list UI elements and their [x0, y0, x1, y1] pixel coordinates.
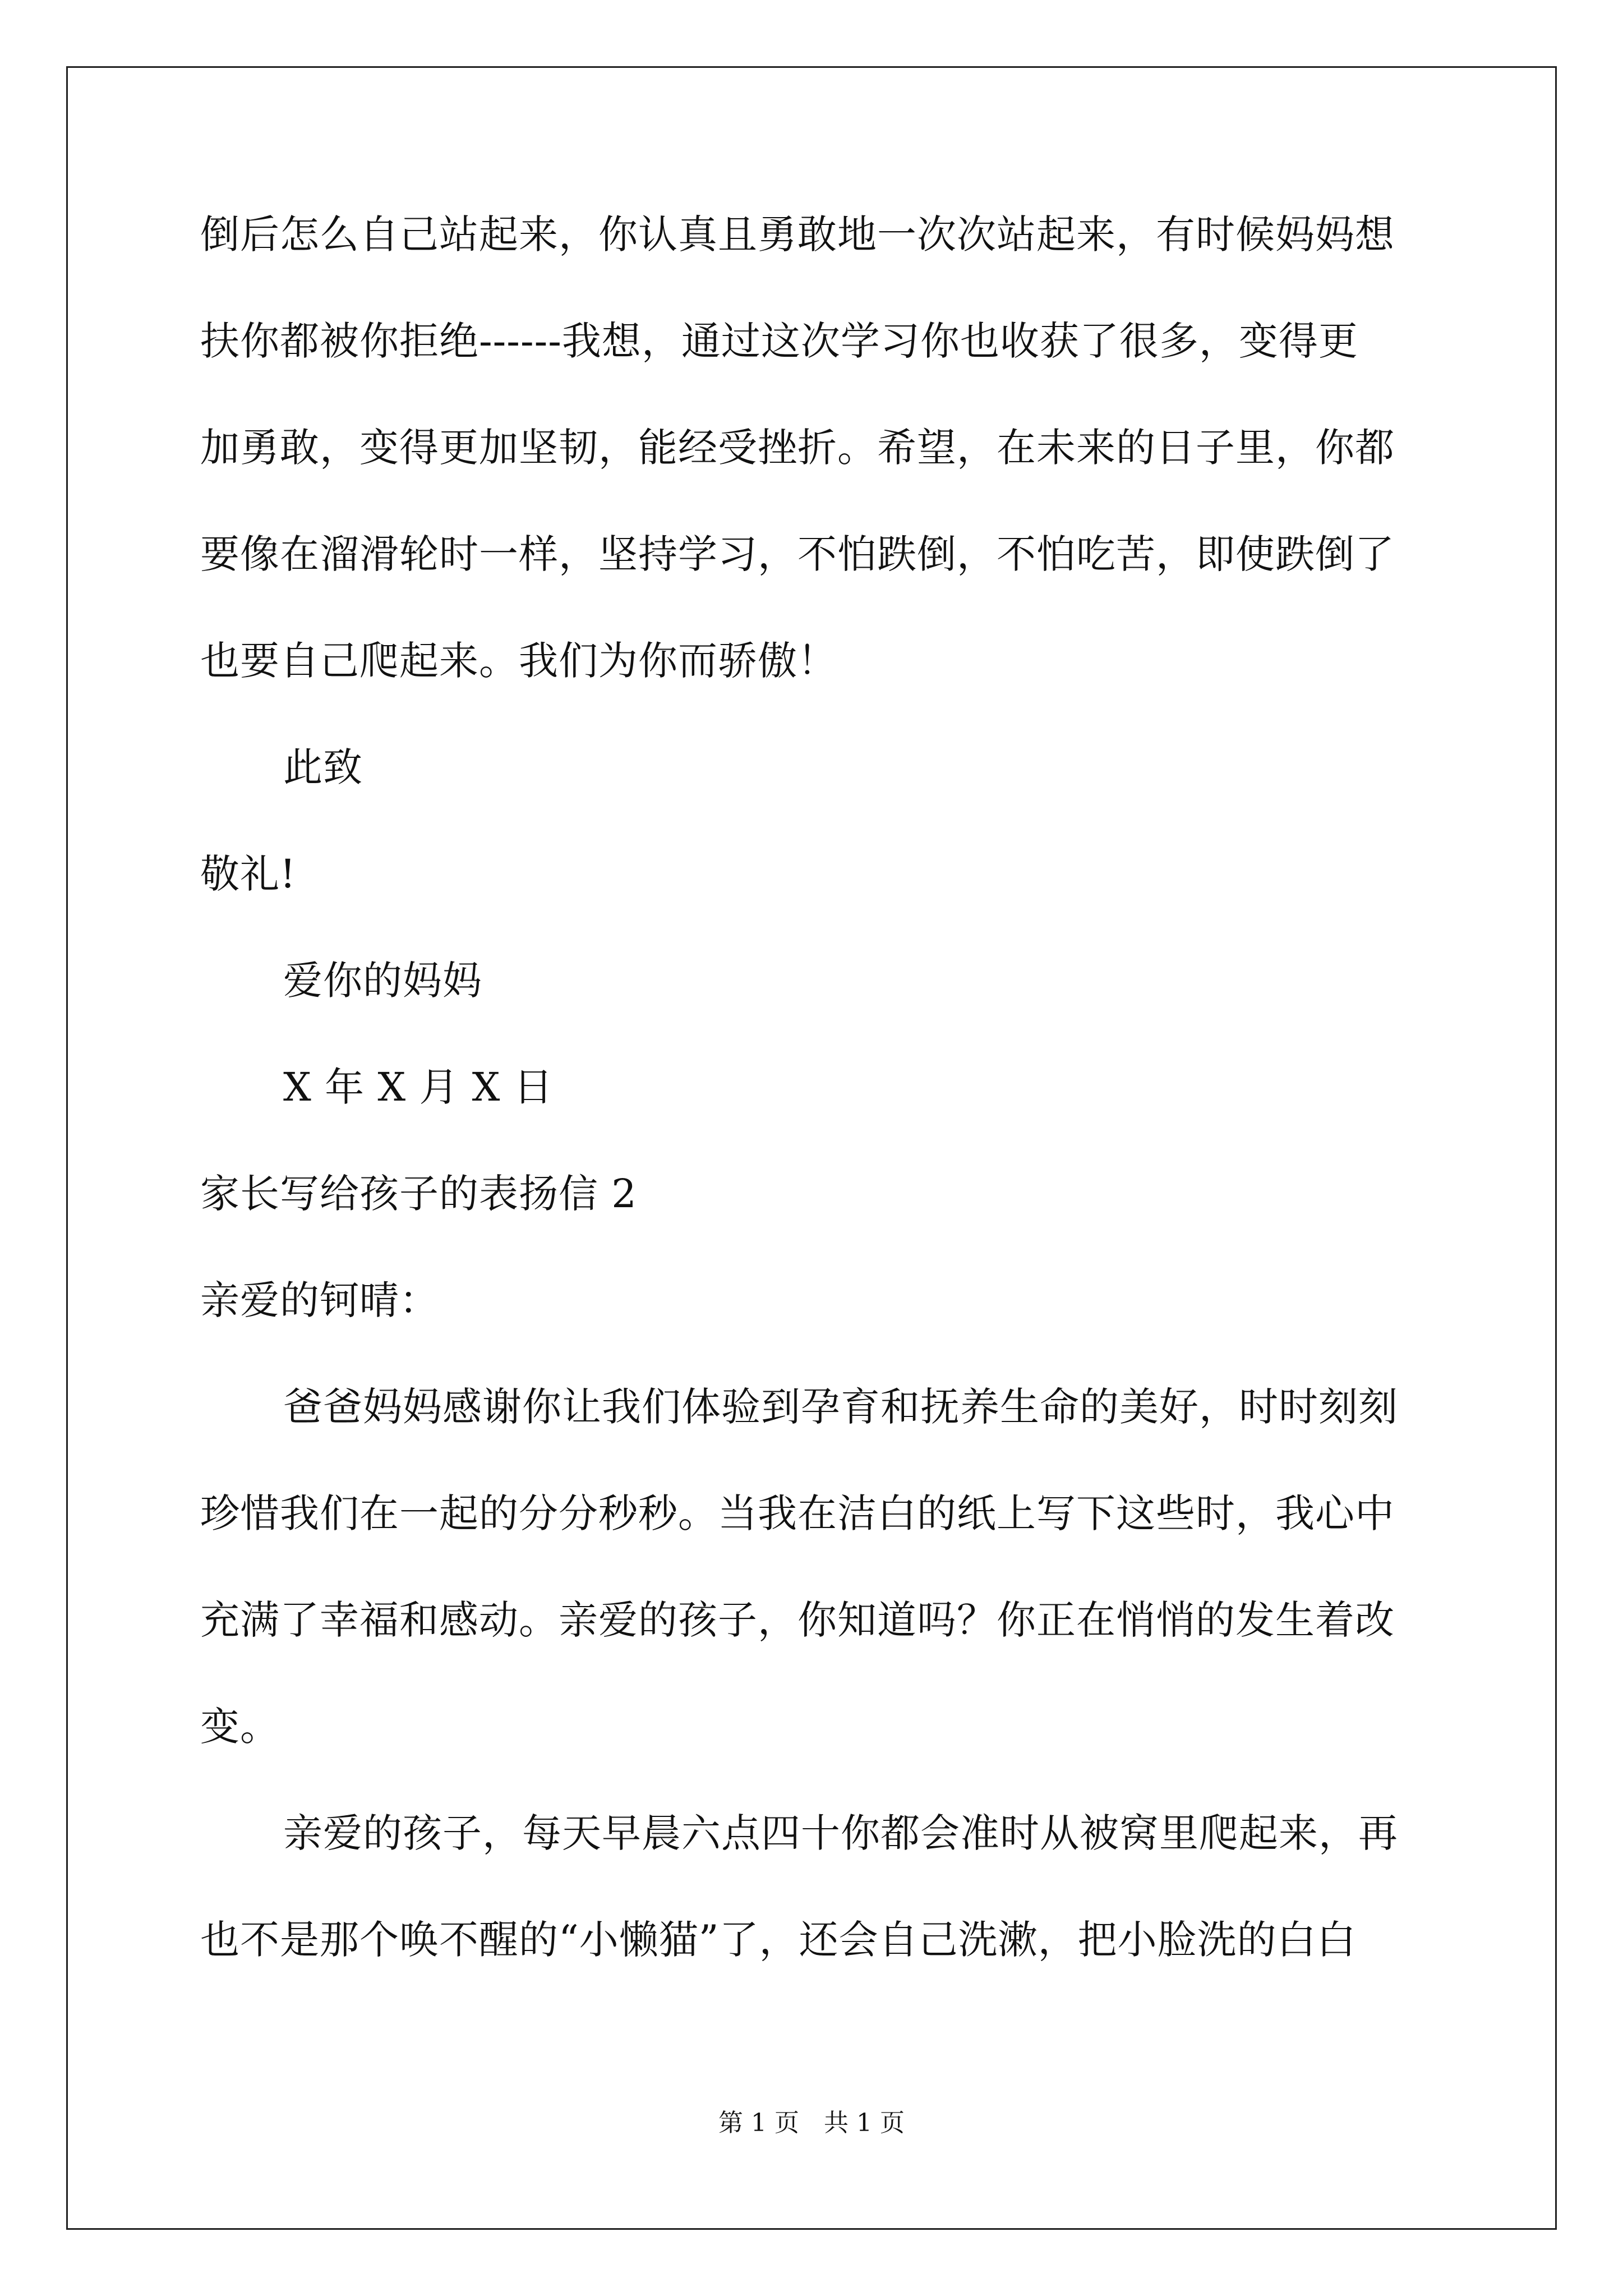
text-line: 珍惜我们在一起的分分秒秒。当我在洁白的纸上写下这些时，我心中 — [200, 1490, 1395, 1536]
document-body — [200, 208, 1434, 2019]
greeting: 亲爱的钶晴： — [200, 1277, 439, 1323]
text-line: 充满了幸福和感动。亲爱的孩子，你知道吗？你正在悄悄的发生着改 — [200, 1597, 1395, 1643]
closing-salutation: 此致 — [283, 744, 363, 790]
closing-regards: 敬礼! — [200, 851, 297, 897]
section-title: 家长写给孩子的表扬信 2 — [200, 1171, 637, 1217]
date-line: X 年 X 月 X 日 — [283, 1064, 554, 1110]
text-line: 扶你都被你拒绝------我想，通过这次学习你也收获了很多，变得更 — [200, 318, 1358, 364]
text-line: 爸爸妈妈感谢你让我们体验到孕育和抚养生命的美好，时时刻刻 — [283, 1384, 1398, 1430]
text-line: 倒后怎么自己站起来，你认真且勇敢地一次次站起来，有时候妈妈想 — [200, 211, 1395, 257]
signature: 爱你的妈妈 — [283, 958, 482, 1004]
text-line: 加勇敢，变得更加坚韧，能经受挫折。希望，在未来的日子里，你都 — [200, 425, 1395, 471]
text-line: 要像在溜滑轮时一样，坚持学习，不怕跌倒，不怕吃苦，即使跌倒了 — [200, 531, 1395, 577]
page-number: 第 1 页 共 1 页 — [718, 2109, 905, 2137]
text-line: 也要自己爬起来。我们为你而骄傲！ — [200, 638, 837, 684]
text-line: 变。 — [200, 1704, 280, 1750]
text-line: 亲爱的孩子，每天早晨六点四十你都会准时从被窝里爬起来，再 — [283, 1810, 1398, 1856]
text-line: 也不是那个唤不醒的“小懒猫”了，还会自己洗漱，把小脸洗的白白 — [200, 1917, 1357, 1963]
